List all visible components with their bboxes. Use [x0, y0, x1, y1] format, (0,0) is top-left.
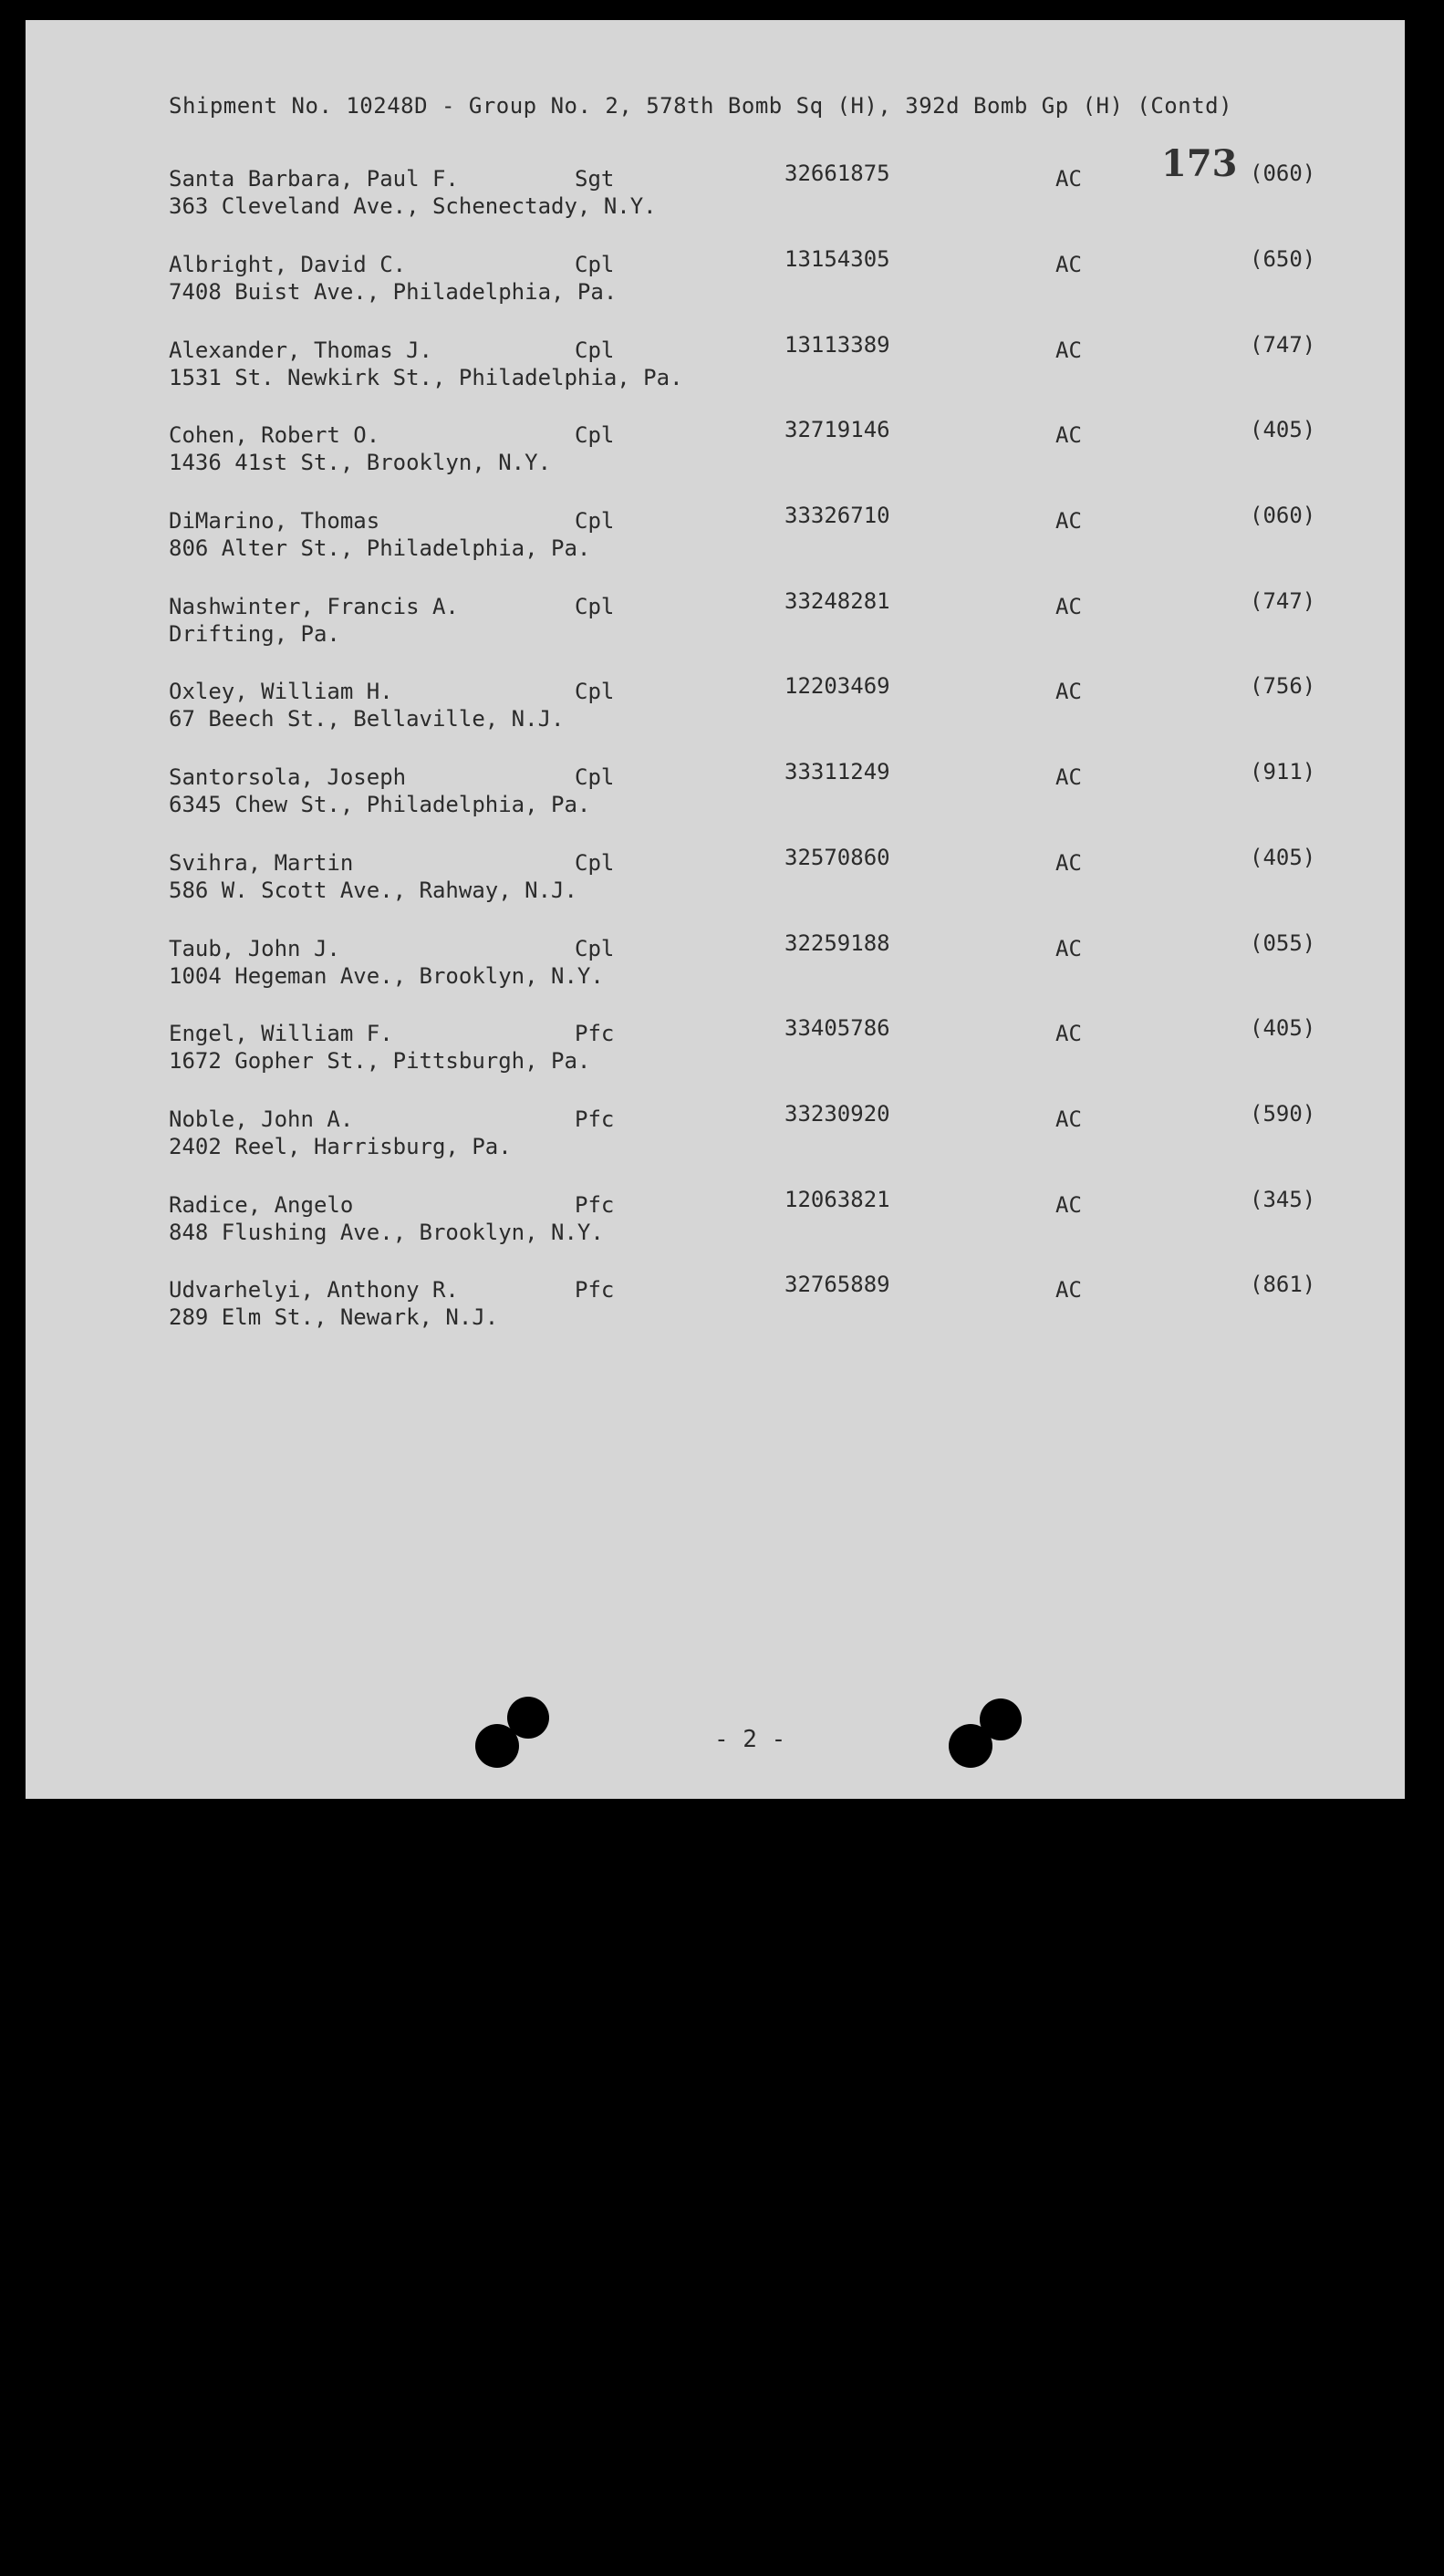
entry-code: (345)	[1250, 1187, 1316, 1212]
entry-name: Noble, John A.	[169, 1106, 354, 1132]
entry-code: (747)	[1250, 332, 1316, 358]
entry-rank: Pfc	[575, 1192, 615, 1218]
entry-branch: AC	[1055, 338, 1082, 363]
roster-entry	[169, 673, 1355, 752]
entry-rank: Pfc	[575, 1277, 615, 1303]
entry-rank: Cpl	[575, 252, 615, 277]
entry-address: 363 Cleveland Ave., Schenectady, N.Y.	[169, 193, 657, 219]
roster-entry	[169, 588, 1355, 667]
entry-name: Nashwinter, Francis A.	[169, 594, 459, 619]
entry-rank: Cpl	[575, 338, 615, 363]
page-number: - 2 -	[714, 1726, 786, 1753]
entry-rank: Cpl	[575, 679, 615, 704]
entry-code: (405)	[1250, 1015, 1316, 1041]
entry-branch: AC	[1055, 1277, 1082, 1303]
entry-serial: 33311249	[784, 759, 890, 784]
entry-branch: AC	[1055, 679, 1082, 704]
roster-entry	[169, 930, 1355, 1009]
document-header: Shipment No. 10248D - Group No. 2, 578th Bomb Sq (H), 392d Bomb Gp (H) (Contd)	[169, 93, 1233, 119]
entry-rank: Cpl	[575, 508, 615, 534]
entry-address: 6345 Chew St., Philadelphia, Pa.	[169, 792, 591, 817]
entry-name: DiMarino, Thomas	[169, 508, 380, 534]
entry-address: 806 Alter St., Philadelphia, Pa.	[169, 535, 591, 561]
entry-serial: 13154305	[784, 246, 890, 272]
roster-entry	[169, 1272, 1355, 1350]
roster-entry	[169, 1101, 1355, 1179]
roster-entry	[169, 503, 1355, 581]
entry-rank: Sgt	[575, 166, 615, 192]
entry-code: (756)	[1250, 673, 1316, 699]
entry-serial: 32570860	[784, 845, 890, 870]
entry-code: (590)	[1250, 1101, 1316, 1127]
entry-code: (405)	[1250, 845, 1316, 870]
entry-code: (060)	[1250, 161, 1316, 186]
entry-name: Oxley, William H.	[169, 679, 393, 704]
entry-name: Radice, Angelo	[169, 1192, 354, 1218]
entry-serial: 12203469	[784, 673, 890, 699]
roster-entry	[169, 332, 1355, 410]
entry-branch: AC	[1055, 594, 1082, 619]
entry-address: 1004 Hegeman Ave., Brooklyn, N.Y.	[169, 963, 604, 989]
entry-branch: AC	[1055, 422, 1082, 448]
entry-name: Engel, William F.	[169, 1021, 393, 1046]
entry-serial: 33405786	[784, 1015, 890, 1041]
entry-name: Alexander, Thomas J.	[169, 338, 432, 363]
page-stamp-number: 173	[1161, 142, 1238, 185]
entry-rank: Cpl	[575, 594, 615, 619]
entry-address: 2402 Reel, Harrisburg, Pa.	[169, 1134, 512, 1159]
entry-rank: Cpl	[575, 764, 615, 790]
entry-name: Santorsola, Joseph	[169, 764, 407, 790]
entry-serial: 13113389	[784, 332, 890, 358]
entry-address: 1436 41st St., Brooklyn, N.Y.	[169, 450, 552, 475]
entry-name: Taub, John J.	[169, 936, 340, 961]
roster-entry	[169, 1015, 1355, 1094]
entry-address: 1531 St. Newkirk St., Philadelphia, Pa.	[169, 365, 683, 390]
entry-rank: Pfc	[575, 1021, 615, 1046]
roster-entry	[169, 1187, 1355, 1265]
document-page	[26, 20, 1405, 1799]
roster-entry	[169, 246, 1355, 325]
entry-code: (060)	[1250, 503, 1316, 528]
entry-address: 848 Flushing Ave., Brooklyn, N.Y.	[169, 1220, 604, 1245]
entry-rank: Cpl	[575, 422, 615, 448]
roster-entry	[169, 759, 1355, 837]
entry-address: 586 W. Scott Ave., Rahway, N.J.	[169, 878, 577, 903]
entry-serial: 33326710	[784, 503, 890, 528]
entry-branch: AC	[1055, 1106, 1082, 1132]
entry-serial: 32259188	[784, 930, 890, 956]
entry-name: Albright, David C.	[169, 252, 407, 277]
entry-address: 1672 Gopher St., Pittsburgh, Pa.	[169, 1048, 591, 1074]
entry-address: 289 Elm St., Newark, N.J.	[169, 1304, 499, 1330]
entry-branch: AC	[1055, 1192, 1082, 1218]
punch-hole	[980, 1698, 1022, 1740]
entry-code: (405)	[1250, 417, 1316, 442]
entry-name: Udvarhelyi, Anthony R.	[169, 1277, 459, 1303]
entry-branch: AC	[1055, 850, 1082, 876]
roster-entry	[169, 845, 1355, 923]
entry-branch: AC	[1055, 936, 1082, 961]
entry-name: Cohen, Robert O.	[169, 422, 380, 448]
entry-code: (861)	[1250, 1272, 1316, 1297]
entry-branch: AC	[1055, 508, 1082, 534]
entry-branch: AC	[1055, 1021, 1082, 1046]
entry-code: (055)	[1250, 930, 1316, 956]
entry-code: (747)	[1250, 588, 1316, 614]
entry-serial: 32765889	[784, 1272, 890, 1297]
roster-entry	[169, 417, 1355, 495]
entry-address: Drifting, Pa.	[169, 621, 340, 647]
entry-branch: AC	[1055, 252, 1082, 277]
entry-serial: 33230920	[784, 1101, 890, 1127]
entry-rank: Pfc	[575, 1106, 615, 1132]
entry-serial: 32719146	[784, 417, 890, 442]
entry-rank: Cpl	[575, 850, 615, 876]
entry-code: (911)	[1250, 759, 1316, 784]
entry-address: 67 Beech St., Bellaville, N.J.	[169, 706, 565, 732]
entry-serial: 32661875	[784, 161, 890, 186]
entry-branch: AC	[1055, 764, 1082, 790]
entry-serial: 33248281	[784, 588, 890, 614]
entry-serial: 12063821	[784, 1187, 890, 1212]
entry-name: Santa Barbara, Paul F.	[169, 166, 459, 192]
entry-name: Svihra, Martin	[169, 850, 354, 876]
entry-code: (650)	[1250, 246, 1316, 272]
entry-address: 7408 Buist Ave., Philadelphia, Pa.	[169, 279, 618, 305]
entry-branch: AC	[1055, 166, 1082, 192]
entry-rank: Cpl	[575, 936, 615, 961]
punch-hole	[507, 1697, 549, 1739]
